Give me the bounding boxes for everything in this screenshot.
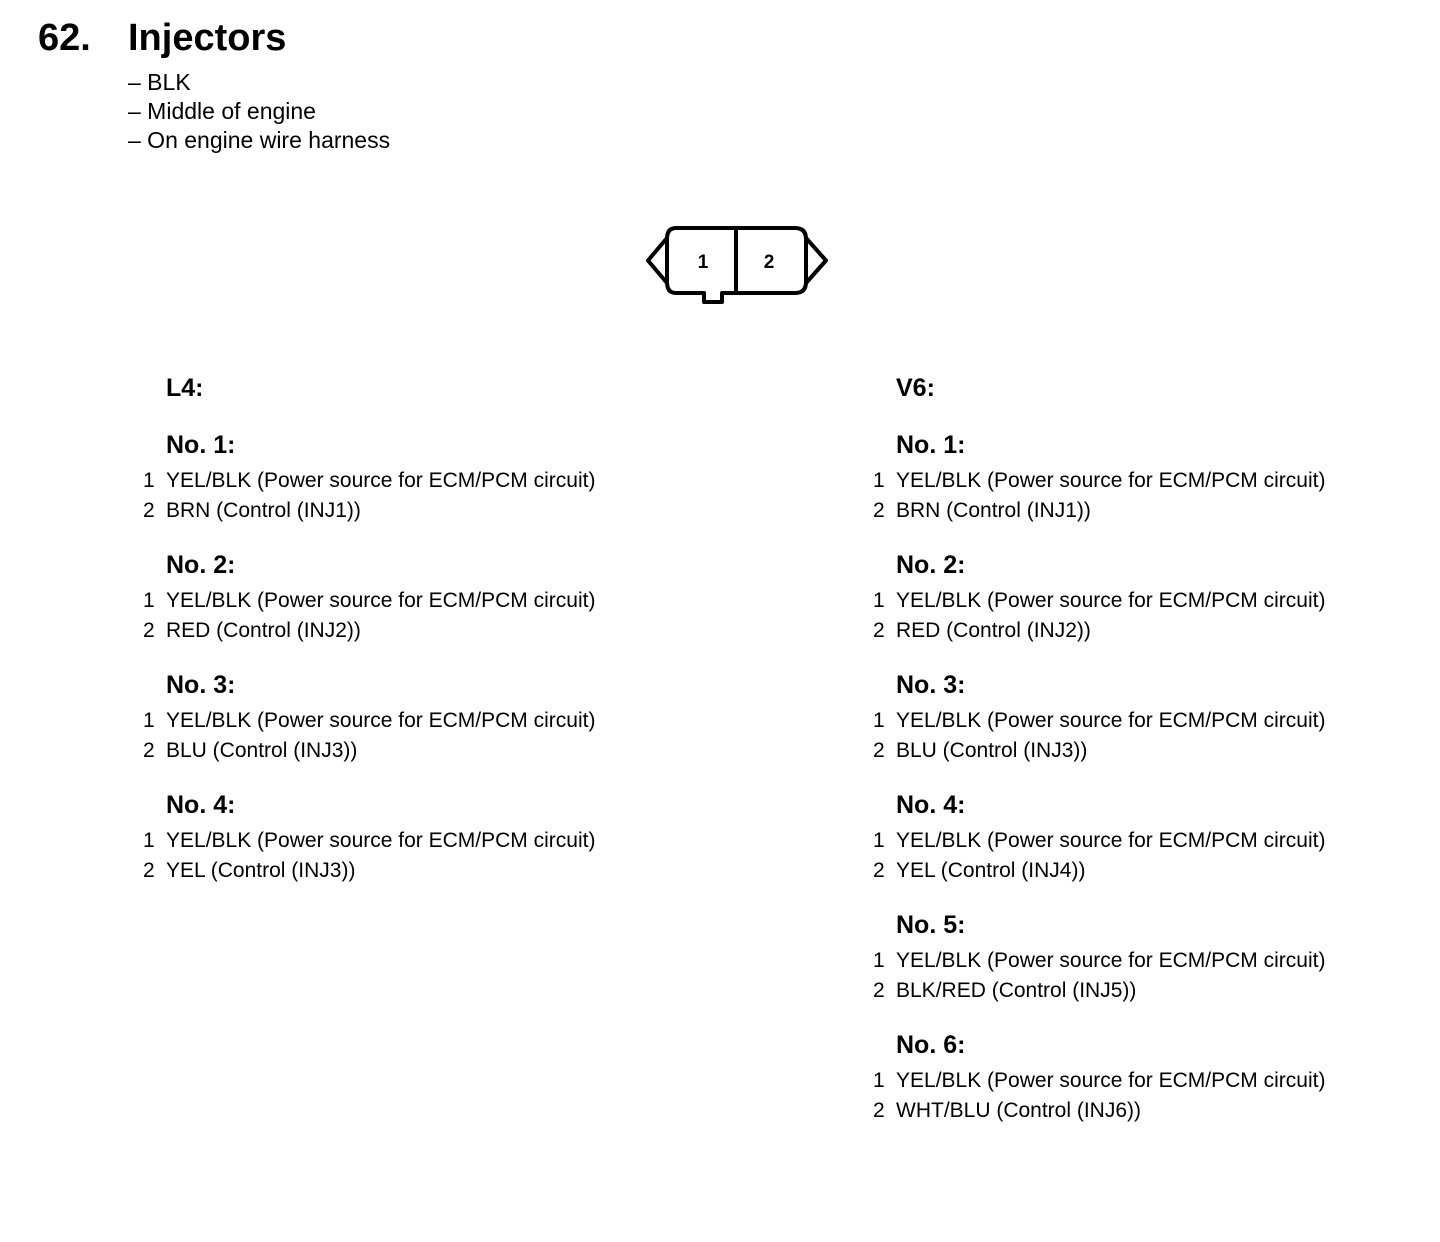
pin-number: 1 — [873, 709, 885, 732]
pin-row — [870, 736, 1430, 766]
pin-number: 2 — [873, 859, 885, 882]
pin-number: 2 — [873, 1099, 885, 1122]
pin-description: YEL/BLK (Power source for ECM/PCM circuit) — [166, 469, 596, 492]
right-latch — [806, 238, 826, 283]
pin-description: RED (Control (INJ2)) — [166, 619, 361, 642]
injector-block — [140, 548, 700, 646]
pin-description: YEL/BLK (Power source for ECM/PCM circuit) — [166, 829, 596, 852]
pin-row — [870, 706, 1430, 736]
injector-block — [140, 428, 700, 526]
injector-block — [870, 428, 1430, 526]
detail-location: – Middle of engine — [128, 98, 316, 124]
pin-description: YEL/BLK (Power source for ECM/PCM circuit) — [896, 469, 1326, 492]
injector-block — [140, 668, 700, 766]
detail-color: – BLK — [128, 69, 191, 95]
v6-column — [870, 370, 1430, 1126]
pin-description: YEL/BLK (Power source for ECM/PCM circuit) — [896, 1069, 1326, 1092]
pin-row — [140, 826, 700, 856]
pin-row — [140, 616, 700, 646]
injector-block — [870, 1028, 1430, 1126]
pin-description: YEL/BLK (Power source for ECM/PCM circuit) — [166, 589, 596, 612]
pin-number: 1 — [873, 829, 885, 852]
pin-row — [870, 616, 1430, 646]
pin-row — [870, 496, 1430, 526]
pin-number: 2 — [143, 739, 155, 762]
pin-description: BRN (Control (INJ1)) — [896, 499, 1091, 522]
injector-block — [870, 788, 1430, 886]
injector-title: No. 3: — [166, 671, 236, 699]
left-latch — [648, 238, 667, 283]
pin-number: 1 — [873, 589, 885, 612]
pin-row — [870, 856, 1430, 886]
pin-row — [140, 736, 700, 766]
pin-number: 2 — [143, 619, 155, 642]
injector-title: No. 3: — [896, 671, 966, 699]
injector-block — [870, 668, 1430, 766]
pin-description: YEL/BLK (Power source for ECM/PCM circuit) — [896, 829, 1326, 852]
pin-number: 1 — [143, 709, 155, 732]
connector-details — [128, 68, 390, 155]
pin-row — [140, 466, 700, 496]
pin-row — [140, 586, 700, 616]
injector-title: No. 4: — [896, 791, 966, 819]
column-title: L4: — [166, 374, 204, 402]
injector-title: No. 1: — [166, 431, 236, 459]
pin-description: YEL/BLK (Power source for ECM/PCM circuit) — [166, 709, 596, 732]
injector-title: No. 2: — [166, 551, 236, 579]
pin-number: 2 — [143, 499, 155, 522]
connector-diagram — [640, 220, 834, 310]
column-title: V6: — [896, 374, 935, 402]
injector-title: No. 5: — [896, 911, 966, 939]
pin-number: 1 — [873, 1069, 885, 1092]
pin-description: BLU (Control (INJ3)) — [896, 739, 1088, 762]
pin-row — [140, 856, 700, 886]
section-title: Injectors — [128, 17, 287, 59]
pin-row — [870, 826, 1430, 856]
pin-number: 1 — [873, 469, 885, 492]
pin-row — [870, 1066, 1430, 1096]
l4-column — [140, 370, 700, 886]
pin-row — [870, 976, 1430, 1006]
injector-block — [870, 908, 1430, 1006]
pin-number: 2 — [873, 739, 885, 762]
section-number: 62. — [38, 17, 91, 59]
pin-description: BLK/RED (Control (INJ5)) — [896, 979, 1137, 1002]
injector-title: No. 6: — [896, 1031, 966, 1059]
pin-number: 1 — [143, 829, 155, 852]
pin-description: BLU (Control (INJ3)) — [166, 739, 358, 762]
pin-row — [870, 586, 1430, 616]
pin-description: RED (Control (INJ2)) — [896, 619, 1091, 642]
pin-number: 1 — [873, 949, 885, 972]
pin-row — [870, 946, 1430, 976]
injector-title: No. 2: — [896, 551, 966, 579]
pin-description: YEL (Control (INJ4)) — [896, 859, 1086, 882]
pin-row — [870, 1096, 1430, 1126]
pin-number: 2 — [143, 859, 155, 882]
injector-title: No. 4: — [166, 791, 236, 819]
pin-number: 1 — [143, 589, 155, 612]
connector-pin-2: 2 — [763, 252, 775, 273]
pin-row — [140, 706, 700, 736]
pin-description: BRN (Control (INJ1)) — [166, 499, 361, 522]
pin-number: 1 — [143, 469, 155, 492]
pin-description: YEL/BLK (Power source for ECM/PCM circuit) — [896, 949, 1326, 972]
detail-harness: – On engine wire harness — [128, 127, 391, 153]
pin-row — [140, 496, 700, 526]
pin-number: 2 — [873, 979, 885, 1002]
pin-number: 2 — [873, 619, 885, 642]
pin-description: YEL (Control (INJ3)) — [166, 859, 356, 882]
pin-description: WHT/BLU (Control (INJ6)) — [896, 1099, 1142, 1122]
pin-description: YEL/BLK (Power source for ECM/PCM circuit) — [896, 709, 1326, 732]
pin-row — [870, 466, 1430, 496]
connector-pin-1: 1 — [697, 252, 709, 273]
injector-block — [870, 548, 1430, 646]
injector-title: No. 1: — [896, 431, 966, 459]
pin-number: 2 — [873, 499, 885, 522]
injector-block — [140, 788, 700, 886]
pin-description: YEL/BLK (Power source for ECM/PCM circuit) — [896, 589, 1326, 612]
